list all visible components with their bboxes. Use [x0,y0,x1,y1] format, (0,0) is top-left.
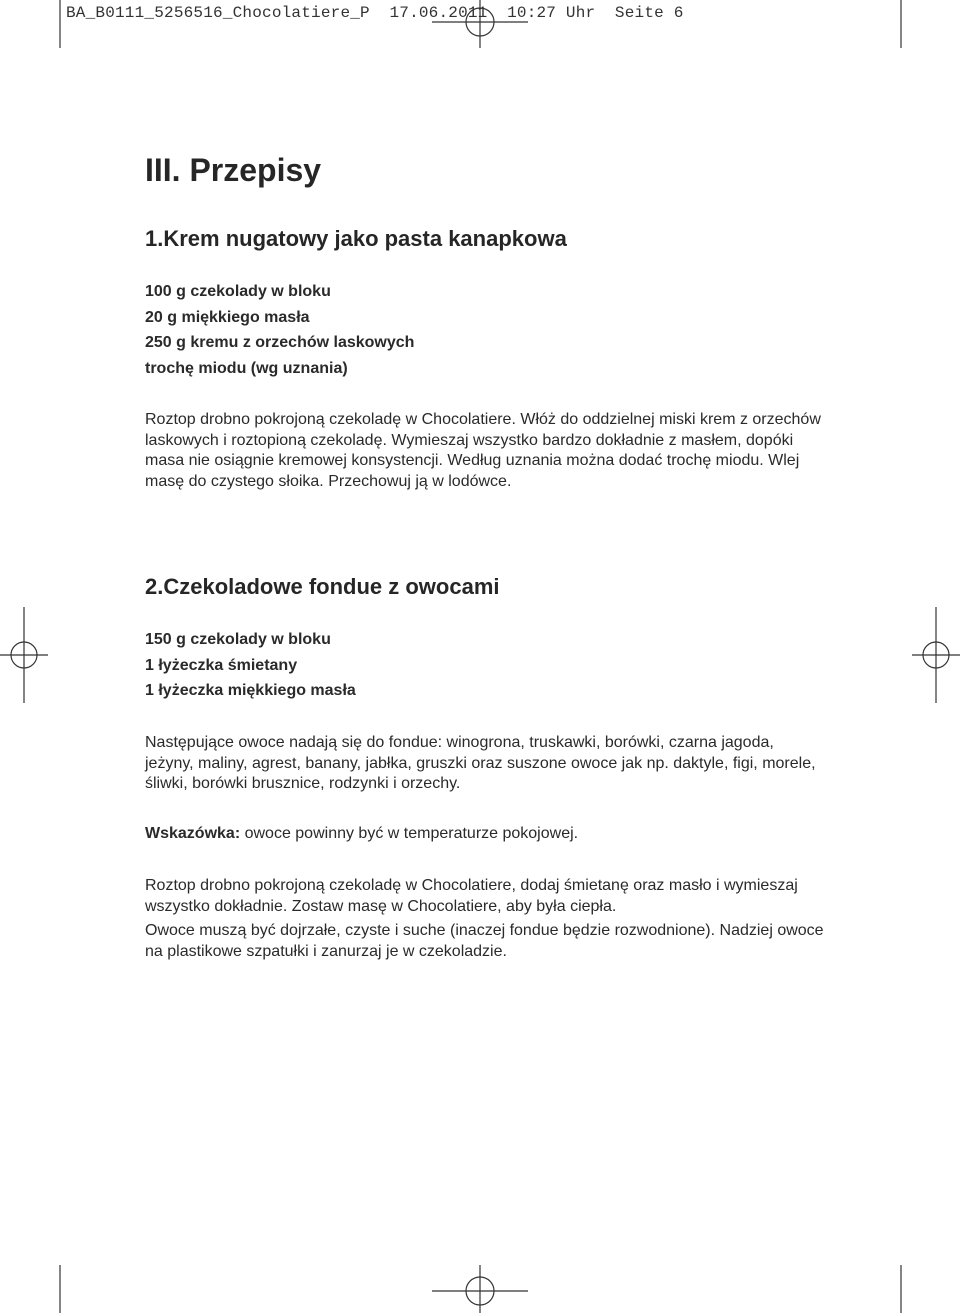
recipe-2-fruits: Następujące owoce nadają się do fondue: winogrona, truskawki, borówki, czarna jagoda, jeżyny, maliny, agrest, banany, jabłka, gruszki oraz suszone owoce jak np. daktyle, figi, morele, śliwki, borówki brusznice, rodzynki i orzechy. [145,734,816,793]
ingredient-item: 250 g kremu z orzechów laskowych [145,334,415,351]
header-date: 17.06.2011 [389,4,488,22]
recipe-2-step-1: Roztop drobno pokrojoną czekoladę w Chocolatiere, dodaj śmietanę oraz masło i wymieszaj wszystko dokładnie. Zostaw masę w Chocolatiere, aby była ciepła. [145,877,798,915]
recipe-1-ingredients [145,279,414,381]
ingredient-item: 1 łyżeczka miękkiego masła [145,682,356,699]
ingredient-item: 1 łyżeczka śmietany [145,656,298,674]
registration-mark-bottom [432,1265,528,1313]
ingredient-item: 150 g czekolady w bloku [145,631,331,648]
recipe-1-title: 1.Krem nugatowy jako pasta kanapkowa [145,226,567,251]
recipe-2-ingredients [145,627,356,704]
recipe-2-step-2: Owoce muszą być dojrzałe, czyste i suche (inaczej fondue będzie rozwodnione). Nadziej owoce na plastikowe szpatułki i zanurzaj je w czekoladzie. [145,922,824,960]
ingredient-item: 100 g czekolady w bloku [145,283,331,300]
recipe-1-instructions: Roztop drobno pokrojoną czekoladę w Chocolatiere. Włóż do oddzielnej miski krem z orzechów laskowych i roztopioną czekoladę. Wymieszaj wszystko bardzo dokładnie z masłem, dopóki masa nie osiągnie kremowej konsystencji. Według uznania można dodać trochę miodu. Wlej masę do czystego słoika. Przechowuj ją w lodówce. [145,411,821,490]
tip-text: owoce powinny być w temperaturze pokojowej. [240,825,579,842]
header-time: 10:27 Uhr [507,4,596,22]
recipe-2-tip [145,824,825,845]
header-file-name: BA_B0111_5256516_Chocolatiere_P [66,4,370,22]
print-header [66,4,684,22]
registration-mark-right [912,607,960,703]
recipe-2-title: 2.Czekoladowe fondue z owocami [145,574,500,599]
page-title: III. Przepisy [145,152,322,188]
ingredient-item: 20 g miękkiego masła [145,308,310,326]
header-page: Seite 6 [614,4,684,22]
tip-label: Wskazówka: [145,825,241,842]
registration-mark-left [0,607,48,703]
ingredient-item: trochę miodu (wg uznania) [145,359,348,377]
